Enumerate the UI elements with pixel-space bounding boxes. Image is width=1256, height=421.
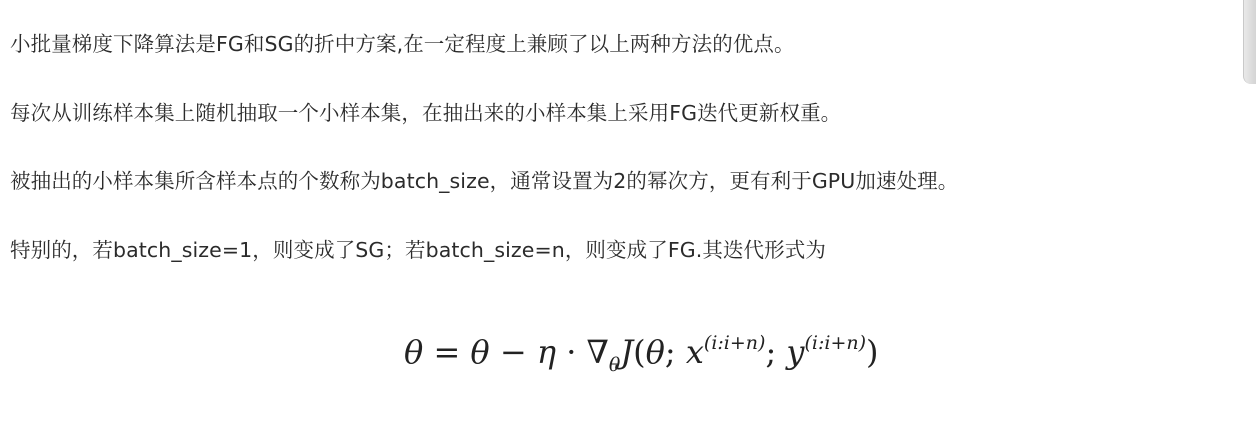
formula-nabla-subscript: θ bbox=[608, 354, 621, 376]
formula-theta-arg: θ bbox=[645, 333, 665, 371]
formula-close-paren: ) bbox=[866, 333, 879, 371]
update-formula bbox=[404, 322, 879, 382]
formula-dot: · bbox=[556, 333, 587, 371]
paragraph-2: 每次从训练样本集上随机抽取一个小样本集，在抽出来的小样本集上采用FG迭代更新权重。 bbox=[10, 101, 842, 125]
formula-y-superscript: (i:i+n) bbox=[804, 332, 867, 354]
formula-semicolon-1: ; bbox=[664, 333, 686, 371]
formula-theta: θ bbox=[470, 333, 490, 371]
formula-equals: = bbox=[423, 333, 471, 371]
formula-x: x bbox=[685, 333, 704, 371]
formula-open-paren: ( bbox=[633, 333, 646, 371]
formula-x-superscript: (i:i+n) bbox=[703, 332, 766, 354]
paragraph-3: 被抽出的小样本集所含样本点的个数称为batch_size，通常设置为2的幂次方，更有利于GPU加速处理。 bbox=[10, 169, 959, 193]
formula-y: y bbox=[786, 333, 805, 371]
scrollbar[interactable] bbox=[1243, 0, 1256, 84]
formula-semicolon-2: ; bbox=[765, 333, 787, 371]
formula-j: J bbox=[620, 333, 634, 371]
formula-nabla: ∇ bbox=[586, 333, 609, 371]
formula-theta-lhs: θ bbox=[404, 333, 424, 371]
paragraph-4: 特别的，若batch_size=1，则变成了SG；若batch_size=n，则变成了FG.其迭代形式为 bbox=[10, 238, 826, 262]
paragraph-1: 小批量梯度下降算法是FG和SG的折中方案,在一定程度上兼顾了以上两种方法的优点。 bbox=[10, 32, 795, 56]
formula-minus: − bbox=[489, 333, 537, 371]
formula-eta: η bbox=[536, 333, 557, 371]
